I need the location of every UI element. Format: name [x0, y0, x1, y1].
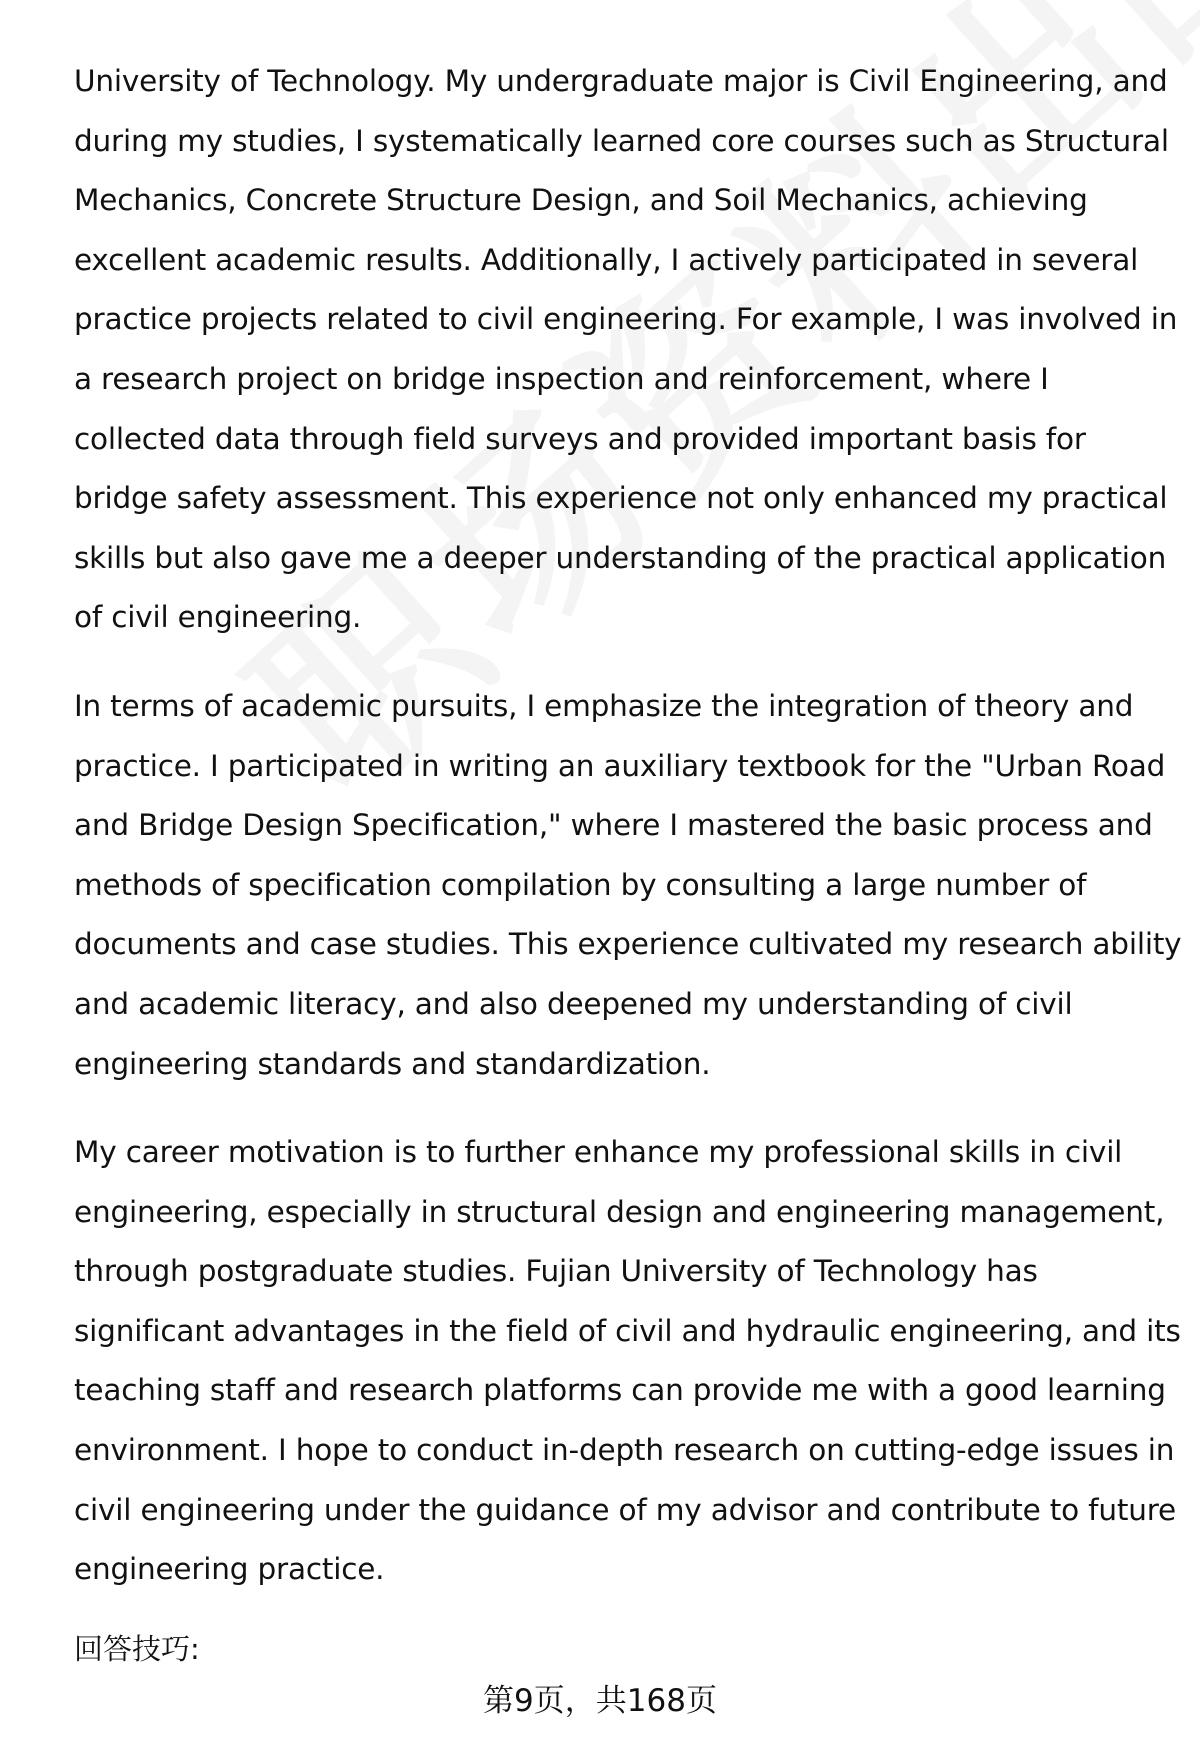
page-number-footer: 第9页，共168页	[483, 1683, 717, 1719]
text-line: Mechanics, Concrete Structure Design, and Soil Mechanics, achieving	[74, 183, 1088, 218]
text-line: My career motivation is to further enhance my professional skills in civil	[74, 1135, 1123, 1170]
text-line: University of Technology. My undergraduate major is Civil Engineering, and	[74, 64, 1168, 98]
text-line: skills but also gave me a deeper understanding of the practical application	[74, 540, 1167, 575]
text-line: of civil engineering.	[74, 600, 362, 635]
answer-tips-label: 回答技巧:	[74, 1631, 200, 1666]
text-line: through postgraduate studies. Fujian University of Technology has	[74, 1254, 1038, 1289]
text-line: significant advantages in the field of civil and hydraulic engineering, and its	[74, 1313, 1181, 1348]
text-line: civil engineering under the guidance of my advisor and contribute to future	[74, 1492, 1176, 1527]
text-line: and Bridge Design Specification," where I mastered the basic process and	[74, 808, 1153, 843]
text-line: environment. I hope to conduct in-depth research on cutting-edge issues in	[74, 1433, 1175, 1468]
text-line: engineering practice.	[74, 1552, 385, 1587]
text-line: bridge safety assessment. This experience not only enhanced my practical	[74, 481, 1168, 516]
text-line: engineering, especially in structural design and engineering management,	[74, 1194, 1165, 1229]
paragraph-motivation	[74, 1123, 1181, 1600]
text-line: during my studies, I systematically learned core courses such as Structural	[74, 123, 1169, 158]
document-body	[74, 52, 1182, 1669]
text-line: excellent academic results. Additionally, I actively participated in several	[74, 242, 1139, 277]
text-line: engineering standards and standardization.	[74, 1046, 711, 1081]
text-line: practice. I participated in writing an auxiliary textbook for the "Urban Road	[74, 748, 1166, 783]
text-line: In terms of academic pursuits, I emphasize the integration of theory and	[74, 688, 1134, 723]
text-line: and academic literacy, and also deepened my understanding of civil	[74, 986, 1073, 1021]
text-line: documents and case studies. This experience cultivated my research ability	[74, 927, 1182, 962]
text-line: teaching staff and research platforms can provide me with a good learning	[74, 1373, 1166, 1408]
text-line: a research project on bridge inspection and reinforcement, where I	[74, 361, 1049, 396]
paragraph-background	[74, 52, 1178, 648]
text-line: practice projects related to civil engineering. For example, I was involved in	[74, 302, 1178, 337]
paragraph-academic	[74, 677, 1182, 1094]
text-line: methods of specification compilation by consulting a large number of	[74, 867, 1087, 902]
text-line: collected data through field surveys and provided important basis for	[74, 421, 1086, 456]
